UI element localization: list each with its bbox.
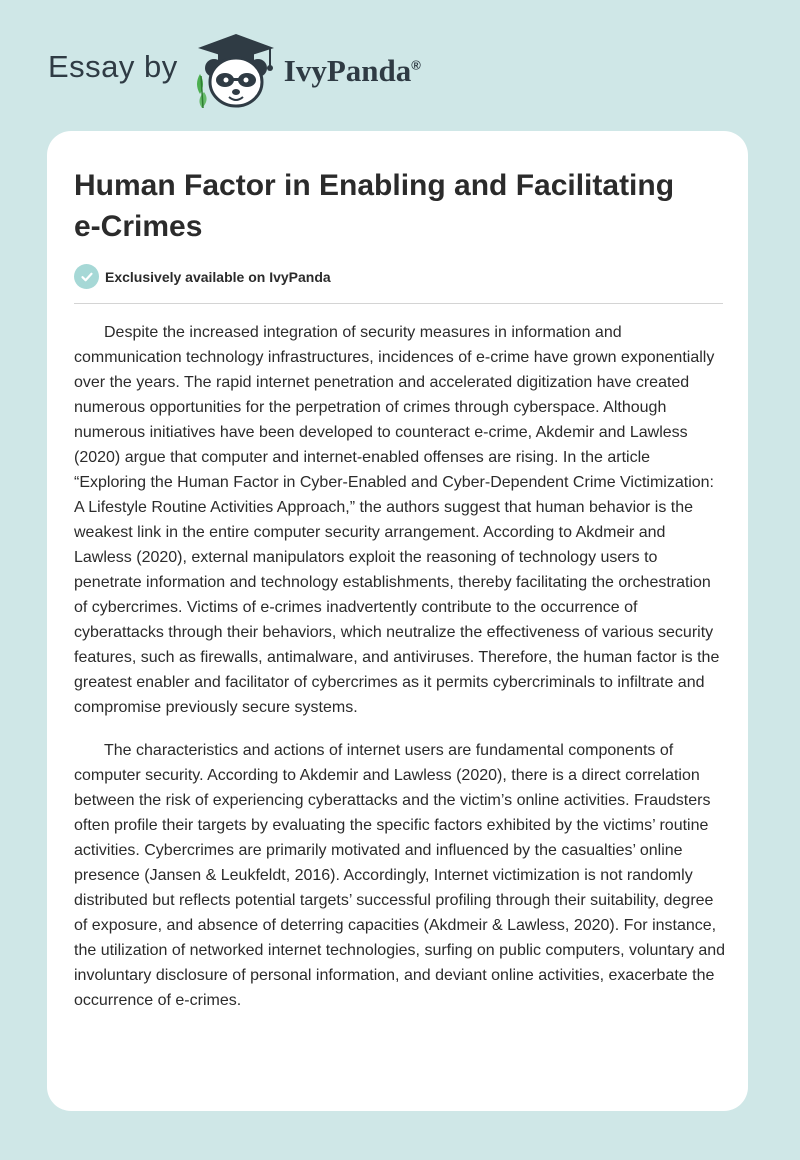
exclusive-badge: [74, 264, 331, 289]
brand-header[interactable]: [48, 30, 421, 110]
paragraph: The characteristics and actions of internet users are fundamental components of computer security. According to Akdemir and Lawless (2020), there is a direct correlation between the risk of experiencing cyberattacks and the victim’s online activities. Fraudsters often profile their targets by evaluating the specific factors exhibited by the victims’ routine activities. Cybercrimes are primarily motivated and influenced by the casualties’ online presence (Jansen & Leukfeldt, 2016). Accordingly, Internet victimization is not randomly distributed but reflects potential targets’ successful profiling through their suitability, degree of exposure, and absence of deterring capacities (Akdmeir & Lawless, 2020). For instance, the utilization of networked internet technologies, surfing on public computers, voluntary and involuntary disclosure of personal information, and deviant online activities, exacerbate the occurrence of e-crimes.: [74, 742, 726, 1009]
registered-mark: ®: [411, 57, 421, 73]
brand-name: IvyPanda®: [283, 53, 421, 88]
exclusive-badge-label: Exclusively available on IvyPanda: [105, 268, 331, 285]
ivypanda-logo-icon: [192, 30, 284, 110]
divider: [74, 303, 723, 304]
essay-body: [74, 320, 726, 1031]
checkmark-icon: [74, 264, 99, 289]
essay-card: [47, 131, 748, 1111]
paragraph: Despite the increased integration of security measures in information and communication technology infrastructures, incidences of e-crime have grown exponentially over the years. The rapid internet penetration and accelerated digitization have created numerous opportunities for the perpetration of crimes through cyberspace. Although numerous initiatives have been developed to counteract e-crime, Akdemir and Lawless (2020) argue that computer and internet-enabled offenses are rising. In the article “Exploring the Human Factor in Cyber-Enabled and Cyber-Dependent Crime Victimization: A Lifestyle Routine Activities Approach,” the authors suggest that human behavior is the weakest link in the entire computer security arrangement. According to Akdmeir and Lawless (2020), external manipulators exploit the reasoning of technology users to penetrate information and technology establishments, thereby facilitating the orchestration of cybercrimes. Victims of e-crimes inadvertently contribute to the occurrence of cyberattacks through their behaviors, which neutralize the effectiveness of various security features, such as firewalls, antimalware, and antiviruses. Therefore, the human factor is the greatest enabler and facilitator of cybercrimes as it permits cybercriminals to infiltrate and compromise previously secure systems.: [74, 324, 720, 716]
page-title: Human Factor in Enabling and Facilitating e-Crimes: [74, 169, 675, 243]
brand-prefix: Essay by: [48, 49, 178, 84]
